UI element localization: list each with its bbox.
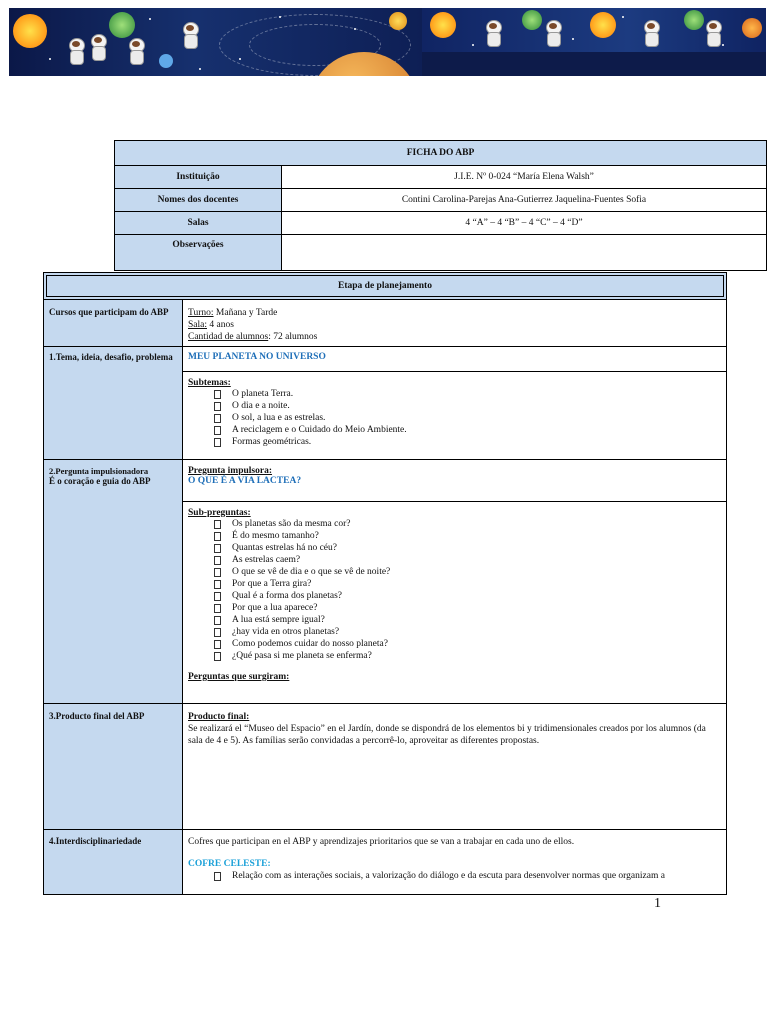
list-item: As estrelas caem?: [214, 554, 721, 566]
list-item: ¿Qué pasa si me planeta se enferma?: [214, 650, 721, 662]
row-pergunta: [44, 460, 727, 502]
cofre-list: [188, 870, 721, 882]
ficha-row-docentes: [115, 189, 767, 212]
tema-title-text: MEU PLANETA NO UNIVERSO: [188, 352, 326, 362]
produto-title: Producto final:: [188, 712, 250, 722]
list-item: Por que a lua aparece?: [214, 602, 721, 614]
banner-astronauts-image: [422, 8, 766, 52]
inter-cell: [183, 830, 727, 895]
list-item: ¿hay vida en otros planetas?: [214, 626, 721, 638]
row-produto: [44, 704, 727, 830]
ficha-label: Nomes dos docentes: [115, 189, 282, 212]
list-item: Como podemos cuidar do nosso planeta?: [214, 638, 721, 650]
pergunta-label-line1: 2.Pergunta impulsionadora: [49, 466, 149, 476]
subtemas-list: [188, 388, 721, 448]
sala-label: Sala:: [188, 320, 207, 330]
pergunta-label-line2: É o coração e guia do ABP: [49, 476, 151, 486]
ficha-title: FICHA DO ABP: [115, 141, 767, 166]
list-item: A lua está sempre igual?: [214, 614, 721, 626]
ficha-value: J.I.E. Nº 0-024 “María Elena Walsh”: [282, 166, 767, 189]
list-item: Quantas estrelas há no céu?: [214, 542, 721, 554]
inter-label: 4.Interdisciplinariedade: [44, 830, 183, 895]
list-item: A reciclagem e o Cuidado do Meio Ambiente.: [214, 424, 721, 436]
list-item: O que se vê de dia e o que se vê de noite?: [214, 566, 721, 578]
surgiram-label: Perguntas que surgiram:: [188, 672, 290, 682]
turno-label: Turno:: [188, 308, 214, 318]
turno-value: Mañana y Tarde: [213, 308, 278, 318]
planning-table: [43, 272, 727, 895]
ficha-value: [282, 235, 767, 271]
pergunta-title-label: Pregunta impulsora:: [188, 466, 273, 476]
ficha-label: Observações: [115, 235, 282, 271]
list-item: O dia e a noite.: [214, 400, 721, 412]
cantidad-value: : 72 alumnos: [268, 332, 318, 342]
subtemas-label: Subtemas:: [188, 378, 231, 388]
ficha-label: Salas: [115, 212, 282, 235]
banner-solar-system-image: [9, 8, 422, 76]
sala-value: 4 anos: [207, 320, 234, 330]
ficha-label: Instituição: [115, 166, 282, 189]
space-banner: [9, 8, 766, 76]
produto-label: 3.Producto final del ABP: [44, 704, 183, 830]
ficha-value: Contini Carolina-Parejas Ana-Gutierrez Jaquelina-Fuentes Sofia: [282, 189, 767, 212]
list-item: O planeta Terra.: [214, 388, 721, 400]
row-inter: [44, 830, 727, 895]
list-item: É do mesmo tamanho?: [214, 530, 721, 542]
cofre-title: COFRE CELESTE:: [188, 859, 271, 869]
list-item: Os planetas são da mesma cor?: [214, 518, 721, 530]
page-number: 1: [654, 896, 661, 911]
produto-text: Se realizará el “Museo del Espacio” en el Jardín, donde se dispondrá de los elementos bi y tridimensionales creados por los alumnos (da sala de 4 e 5). As famílias serão convidadas a percorrê-lo, aproveitar as diferentes propostas.: [188, 724, 706, 746]
cursos-content: [183, 300, 727, 347]
row-cursos: [44, 300, 727, 347]
list-item: Formas geométricas.: [214, 436, 721, 448]
tema-title: [183, 347, 727, 372]
etapa-title: Etapa de planejamento: [46, 275, 724, 297]
inter-intro: Cofres que participan en el ABP y aprendizajes prioritarios que se van a trabajar en cada uno de ellos.: [188, 837, 575, 847]
etapa-header: [44, 273, 727, 300]
pergunta-label: [44, 460, 183, 704]
subpreguntas-cell: [183, 502, 727, 704]
row-tema: [44, 347, 727, 372]
pergunta-title: O QUE É A VIA LACTEA?: [188, 476, 302, 486]
list-item: O sol, a lua e as estrelas.: [214, 412, 721, 424]
list-item: Qual é a forma dos planetas?: [214, 590, 721, 602]
list-item: Por que a Terra gira?: [214, 578, 721, 590]
cantidad-label: Cantidad de alumnos: [188, 332, 269, 342]
produto-cell: [183, 704, 727, 830]
ficha-row-salas: [115, 212, 767, 235]
ficha-row-observacoes: [115, 235, 767, 271]
tema-label: 1.Tema, ideia, desafio, problema: [44, 347, 183, 460]
subpreguntas-list: [188, 518, 721, 662]
ficha-row-instituicao: [115, 166, 767, 189]
subtemas-cell: [183, 372, 727, 460]
pergunta-title-cell: [183, 460, 727, 502]
subpreguntas-label: Sub-preguntas:: [188, 508, 251, 518]
list-item: Relação com as interações sociais, a valorização do diálogo e da escuta para desenvolver normas que organizam a: [214, 870, 721, 882]
ficha-table: [114, 140, 767, 271]
ficha-value: 4 “A” – 4 “B” – 4 “C” – 4 “D”: [282, 212, 767, 235]
cursos-label: Cursos que participam do ABP: [44, 300, 183, 347]
